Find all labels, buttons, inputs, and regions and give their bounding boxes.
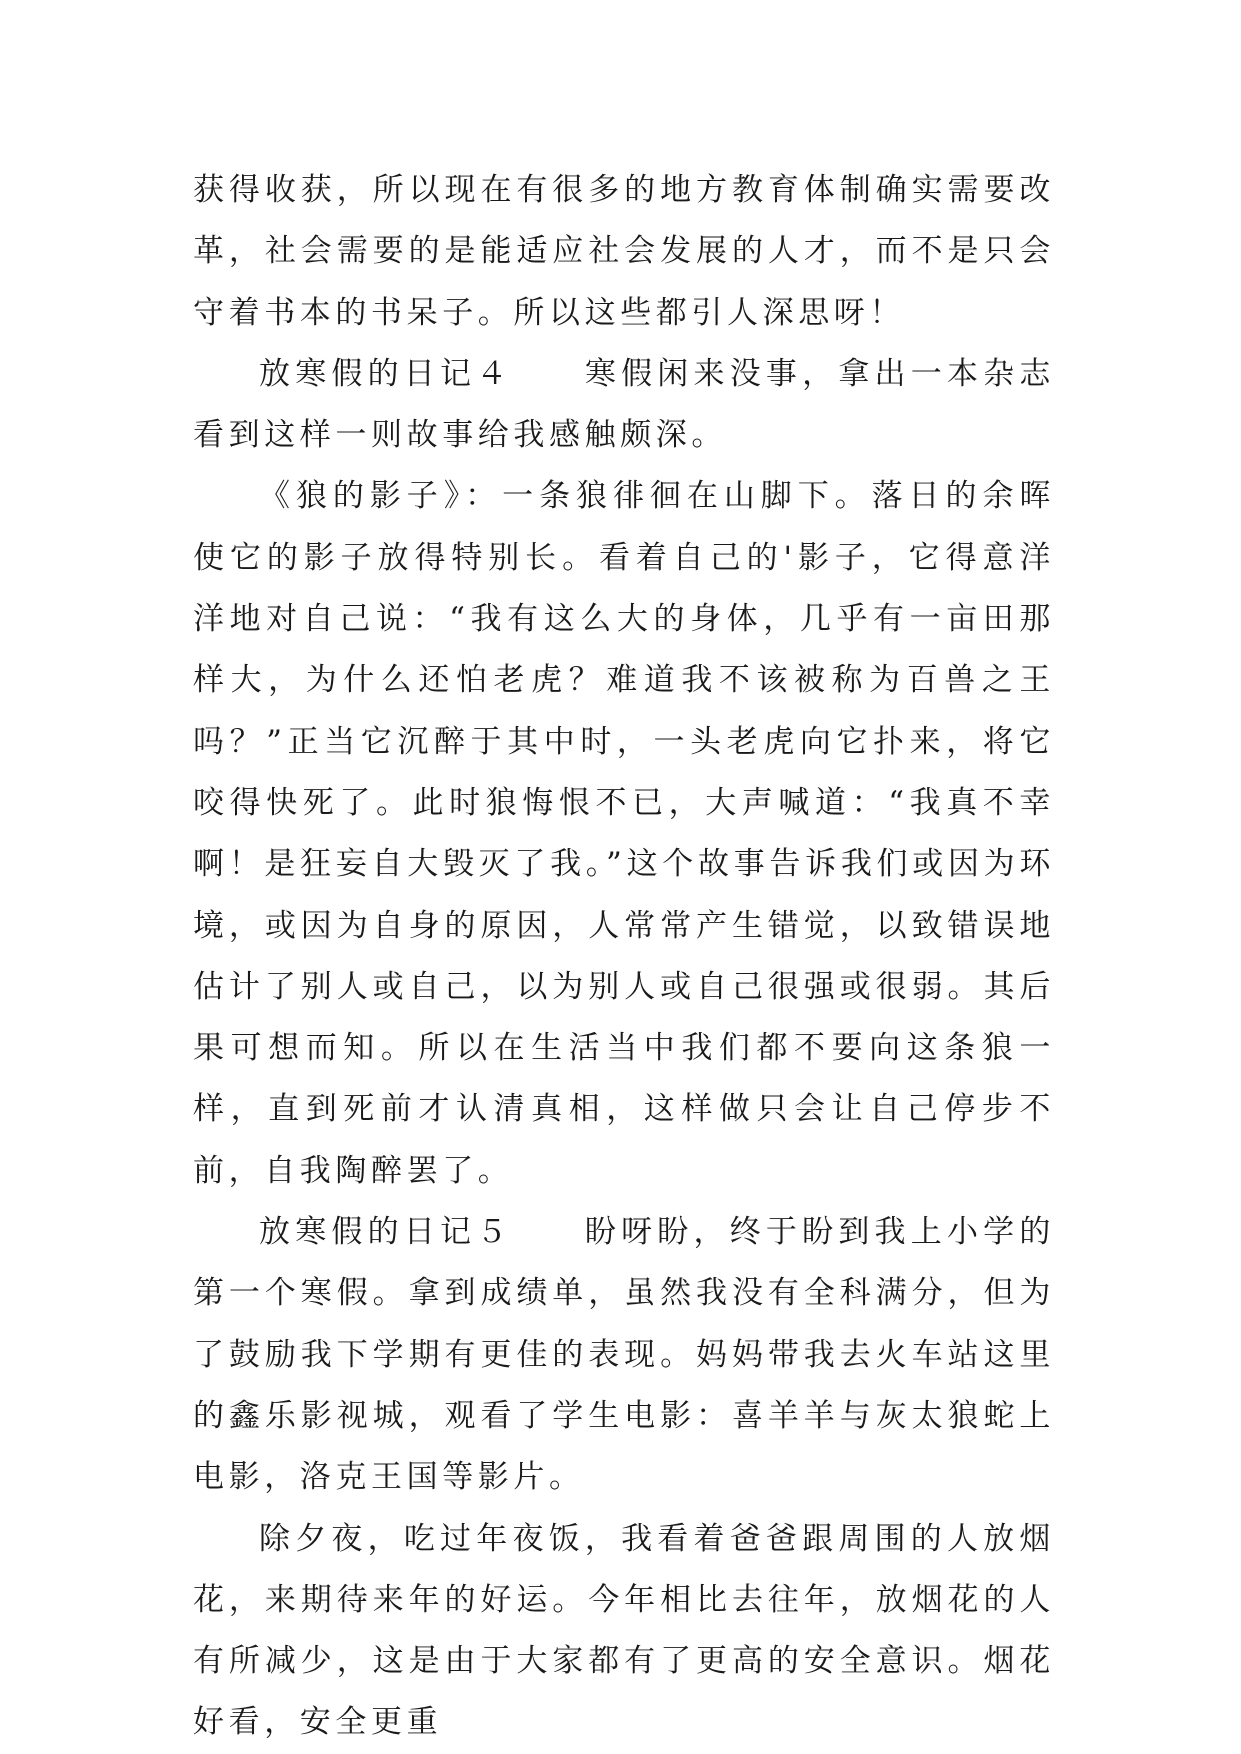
document-body: [193, 160, 1055, 1754]
paragraph-1: 获得收获，所以现在有很多的地方教育体制确实需要改革，社会需要的是能适应社会发展的人才，而不是只会守着书本的书呆子。所以这些都引人深思呀！: [193, 172, 1055, 331]
paragraph-diary-5: 放寒假的日记５ 盼呀盼，终于盼到我上小学的第一个寒假。拿到成绩单，虽然我没有全科满分，但为了鼓励我下学期有更佳的表现。妈妈带我去火车站这里的鑫乐影视城，观看了学生电影：喜羊羊与灰太狼蛇上电影，洛克王国等影片。: [193, 1214, 1055, 1496]
paragraph-new-years-eve: 除夕夜，吃过年夜饭，我看着爸爸跟周围的人放烟花，来期待来年的好运。今年相比去往年，放烟花的人有所减少，这是由于大家都有了更高的安全意识。烟花好看，安全更重: [193, 1520, 1055, 1741]
paragraph-wolf-shadow: 《狼的影子》：一条狼徘徊在山脚下。落日的余晖使它的影子放得特别长。看着自己的'影子，它得意洋洋地对自己说：“我有这么大的身体，几乎有一亩田那样大，为什么还怕老虎？难道我不该被称为百兽之王吗？”正当它沉醉于其中时，一头老虎向它扑来，将它咬得快死了。此时狼悔恨不已，大声喊道：“我真不幸啊！是狂妄自大毁灭了我。”这个故事告诉我们或因为环境，或因为自身的原因，人常常产生错觉，以致错误地估计了别人或自己，以为别人或自己很强或很弱。其后果可想而知。所以在生活当中我们都不要向这条狼一样，直到死前才认清真相，这样做只会让自己停步不前，自我陶醉罢了。: [193, 478, 1055, 1189]
paragraph-diary-4: 放寒假的日记４ 寒假闲来没事，拿出一本杂志看到这样一则故事给我感触颇深。: [193, 355, 1055, 454]
